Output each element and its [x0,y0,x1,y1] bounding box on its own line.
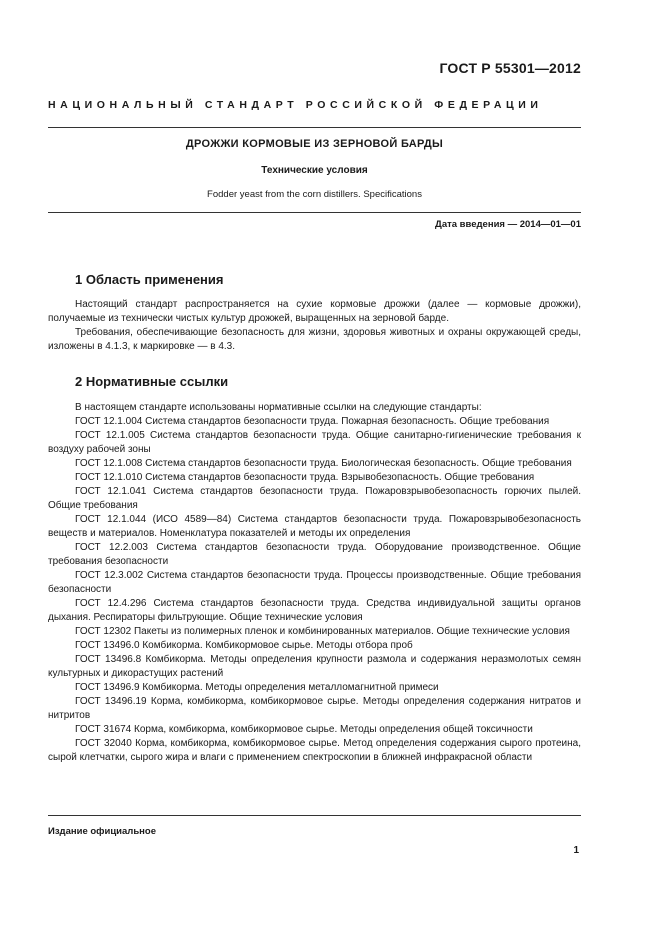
reference-item: ГОСТ 12.1.005 Система стандартов безопасности труда. Общие санитарно-гигиенические требования к воздуху рабочей зоны [48,430,581,455]
reference-item: ГОСТ 32040 Корма, комбикорма, комбикормовое сырье. Метод определения содержания сырого протеина, сырой клетчатки, сырого жира и влаги с применением спектроскопии в ближней инфракрасной области [48,738,581,763]
reference-item: ГОСТ 13496.8 Комбикорма. Методы определения крупности размола и содержания неразмолотых семян культурных и дикорастущих растений [48,654,581,679]
reference-item: ГОСТ 12.1.044 (ИСО 4589—84) Система стандартов безопасности труда. Пожаровзрывобезопасность веществ и материалов. Номенклатура показателей и методы их определения [48,514,581,539]
reference-item: ГОСТ 12.1.010 Система стандартов безопасности труда. Взрывобезопасность. Общие требования [75,472,535,483]
paragraph: Настоящий стандарт распространяется на сухие кормовые дрожжи (далее — кормовые дрожжи), получаемые из технически чистых культур дрожжей, выращенных на зерновой барде. [48,299,581,324]
document-english-title: Fodder yeast from the corn distillers. Specifications [207,189,422,200]
reference-item: ГОСТ 13496.0 Комбикорма. Комбикормовое сырье. Методы отбора проб [75,640,413,651]
page-number: 1 [573,845,579,856]
reference-item: ГОСТ 12302 Пакеты из полимерных пленок и комбинированных материалов. Общие технические условия [75,626,570,637]
section-heading: 2 Нормативные ссылки [75,374,229,389]
official-edition-note: Издание официальное [48,826,156,837]
reference-item: ГОСТ 12.1.008 Система стандартов безопасности труда. Биологическая безопасность. Общие требования [75,458,572,469]
reference-item: ГОСТ 12.3.002 Система стандартов безопасности труда. Процессы производственные. Общие требования безопасности [48,570,581,595]
divider-top [48,127,581,128]
section-body [48,298,581,354]
paragraph: Требования, обеспечивающие безопасность для жизни, здоровья животных и охраны окружающей среды, изложены в 4.1.3, к маркировке — в 4.3. [48,327,581,352]
reference-item: ГОСТ 13496.9 Комбикорма. Методы определения металломагнитной примеси [75,682,439,693]
document-subtitle: Технические условия [261,165,368,176]
section-body [48,401,581,765]
reference-item: ГОСТ 12.1.041 Система стандартов безопасности труда. Пожаровзрывобезопасность горючих пылей. Общие требования [48,486,581,511]
reference-item: ГОСТ 12.2.003 Система стандартов безопасности труда. Оборудование производственное. Общие требования безопасности [48,542,581,567]
divider-date [48,212,581,213]
standard-title: НАЦИОНАЛЬНЫЙ СТАНДАРТ РОССИЙСКОЙ ФЕДЕРАЦИИ [48,99,543,111]
reference-item: ГОСТ 12.4.296 Система стандартов безопасности труда. Средства индивидуальной защиты органов дыхания. Респираторы фильтрующие. Общие технические условия [48,598,581,623]
reference-item: ГОСТ 13496.19 Корма, комбикорма, комбикормовое сырье. Методы определения содержания нитратов и нитритов [48,696,581,721]
divider-bottom [48,815,581,816]
reference-item: ГОСТ 31674 Корма, комбикорма, комбикормовое сырье. Методы определения общей токсичности [75,724,533,735]
paragraph: В настоящем стандарте использованы нормативные ссылки на следующие стандарты: [75,402,482,413]
introduction-date: Дата введения — 2014—01—01 [435,219,581,230]
doc-number: ГОСТ Р 55301—2012 [439,60,581,76]
document-title: ДРОЖЖИ КОРМОВЫЕ ИЗ ЗЕРНОВОЙ БАРДЫ [185,138,444,150]
reference-item: ГОСТ 12.1.004 Система стандартов безопасности труда. Пожарная безопасность. Общие требования [75,416,550,427]
section-heading: 1 Область применения [75,272,224,287]
